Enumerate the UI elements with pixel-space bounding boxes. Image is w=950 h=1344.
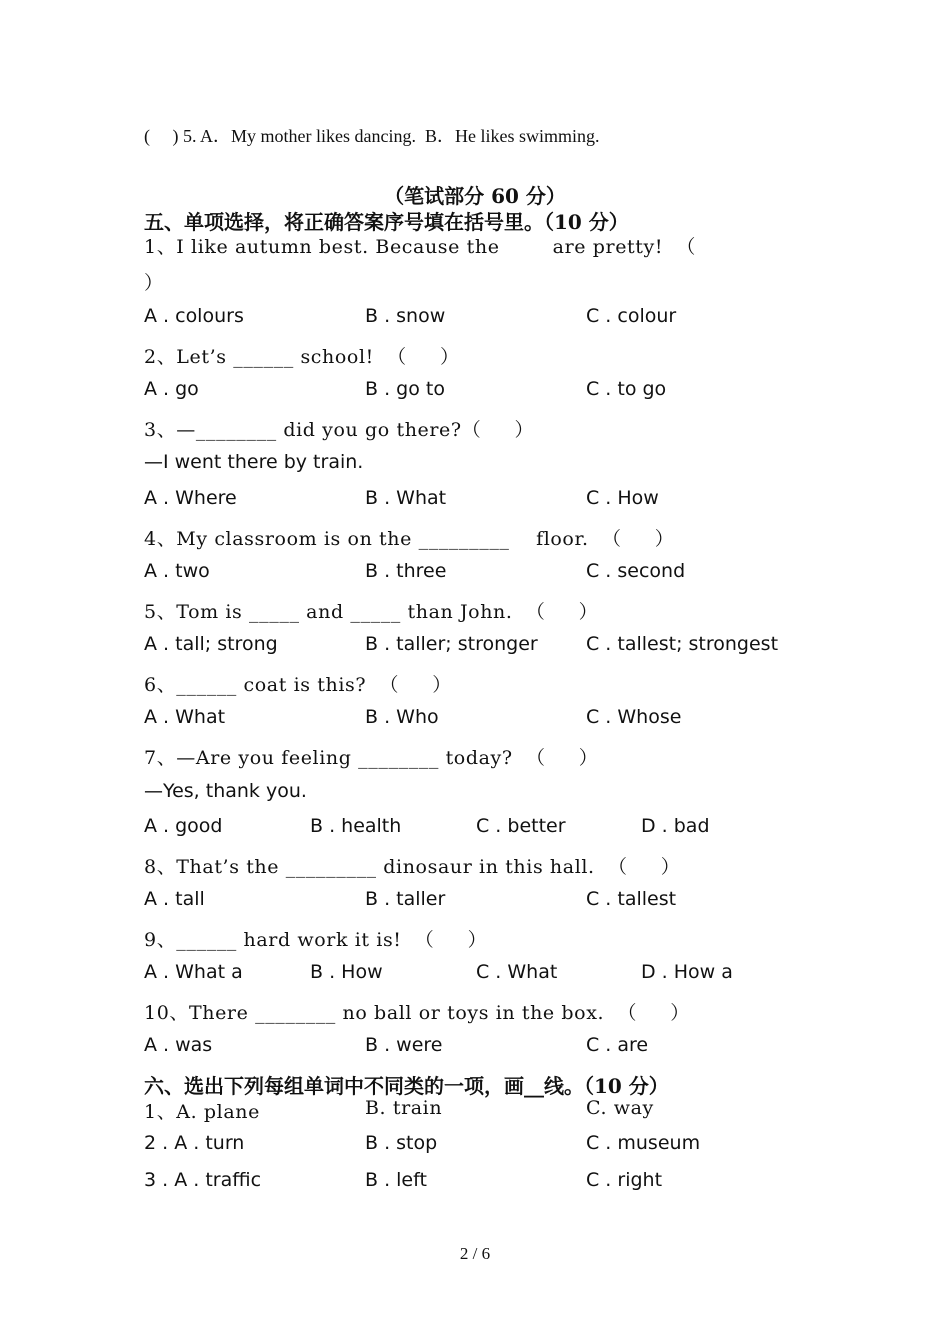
- q9-option-b: B . How: [310, 961, 383, 983]
- q2-option-c: C . to go: [586, 378, 667, 400]
- q8-stem: 8、That’s the _________ dinosaur in this hall. （ ）: [144, 856, 681, 878]
- q2-stem: 2、Let’s ______ school! （ ）: [144, 346, 460, 368]
- q6-option-c: C . Whose: [586, 706, 682, 728]
- q8-option-b: B . taller: [365, 888, 446, 910]
- q7-answer-line: —Yes, thank you.: [144, 780, 307, 802]
- q10-stem: 10、There ________ no ball or toys in the box. （ ）: [144, 1002, 690, 1024]
- q9-option-a: A . What a: [144, 961, 243, 983]
- g1-option-b: B. train: [365, 1097, 443, 1119]
- g2-option-b: B . stop: [365, 1132, 438, 1154]
- q6-stem: 6、______ coat is this? （ ）: [144, 674, 452, 696]
- q10-option-b: B . were: [365, 1034, 443, 1056]
- q5-option-a: A . tall; strong: [144, 633, 278, 655]
- q5-option-c: C . tallest; strongest: [586, 633, 779, 655]
- q6-option-b: B . Who: [365, 706, 439, 728]
- q9-option-d: D . How a: [641, 961, 733, 983]
- g1-option-a: 1、A. plane: [144, 1101, 260, 1123]
- q2-option-b: B . go to: [365, 378, 445, 400]
- q3-option-c: C . How: [586, 487, 659, 509]
- q5-stem: 5、Tom is _____ and _____ than John. （ ）: [144, 601, 599, 623]
- section5-title: 五、单项选择，将正确答案序号填在括号里。（10 分）: [144, 210, 629, 234]
- g3-option-b: B . left: [365, 1169, 427, 1191]
- q3-option-a: A . Where: [144, 487, 237, 509]
- q9-stem: 9、______ hard work it is! （ ）: [144, 929, 488, 951]
- q3-stem: 3、—________ did you go there?（ ）: [144, 419, 535, 441]
- q7-option-d: D . bad: [641, 815, 710, 837]
- q9-option-c: C . What: [476, 961, 558, 983]
- q10-option-c: C . are: [586, 1034, 649, 1056]
- q7-stem: 7、—Are you feeling ________ today? （ ）: [144, 747, 599, 769]
- q6-option-a: A . What: [144, 706, 226, 728]
- g2-option-a: 2 . A . turn: [144, 1132, 245, 1154]
- q3-answer-line: —I went there by train.: [144, 451, 364, 473]
- q4-option-b: B . three: [365, 560, 447, 582]
- q7-option-b: B . health: [310, 815, 402, 837]
- section6-title: 六、选出下列每组单词中不同类的一项，画__线。（10 分）: [144, 1074, 669, 1098]
- q1-option-c: C . colour: [586, 305, 677, 327]
- q7-option-a: A . good: [144, 815, 223, 837]
- q4-option-c: C . second: [586, 560, 686, 582]
- q10-option-a: A . was: [144, 1034, 213, 1056]
- q5-option-b: B . taller; stronger: [365, 633, 538, 655]
- q1-stem: 1、I like autumn best. Because the are pretty! （: [144, 236, 696, 258]
- page-number: 2 / 6: [459, 1244, 491, 1263]
- listening-question-5: ( ) 5. A．My mother likes dancing. B．He likes swimming.: [144, 126, 600, 146]
- q8-option-c: C . tallest: [586, 888, 677, 910]
- q4-option-a: A . two: [144, 560, 210, 582]
- q1-option-a: A . colours: [144, 305, 244, 327]
- g2-option-c: C . museum: [586, 1132, 701, 1154]
- g3-option-a: 3 . A . traffic: [144, 1169, 262, 1191]
- written-part-title: （笔试部分 60 分）: [384, 184, 566, 208]
- g1-option-c: C. way: [586, 1097, 654, 1119]
- q3-option-b: B . What: [365, 487, 447, 509]
- q1-option-b: B . snow: [365, 305, 446, 327]
- q7-option-c: C . better: [476, 815, 566, 837]
- g3-option-c: C . right: [586, 1169, 663, 1191]
- q4-stem: 4、My classroom is on the _________ floor. （ ）: [144, 528, 675, 550]
- q2-option-a: A . go: [144, 378, 199, 400]
- q8-option-a: A . tall: [144, 888, 205, 910]
- q1-stem-cont: ）: [144, 272, 164, 294]
